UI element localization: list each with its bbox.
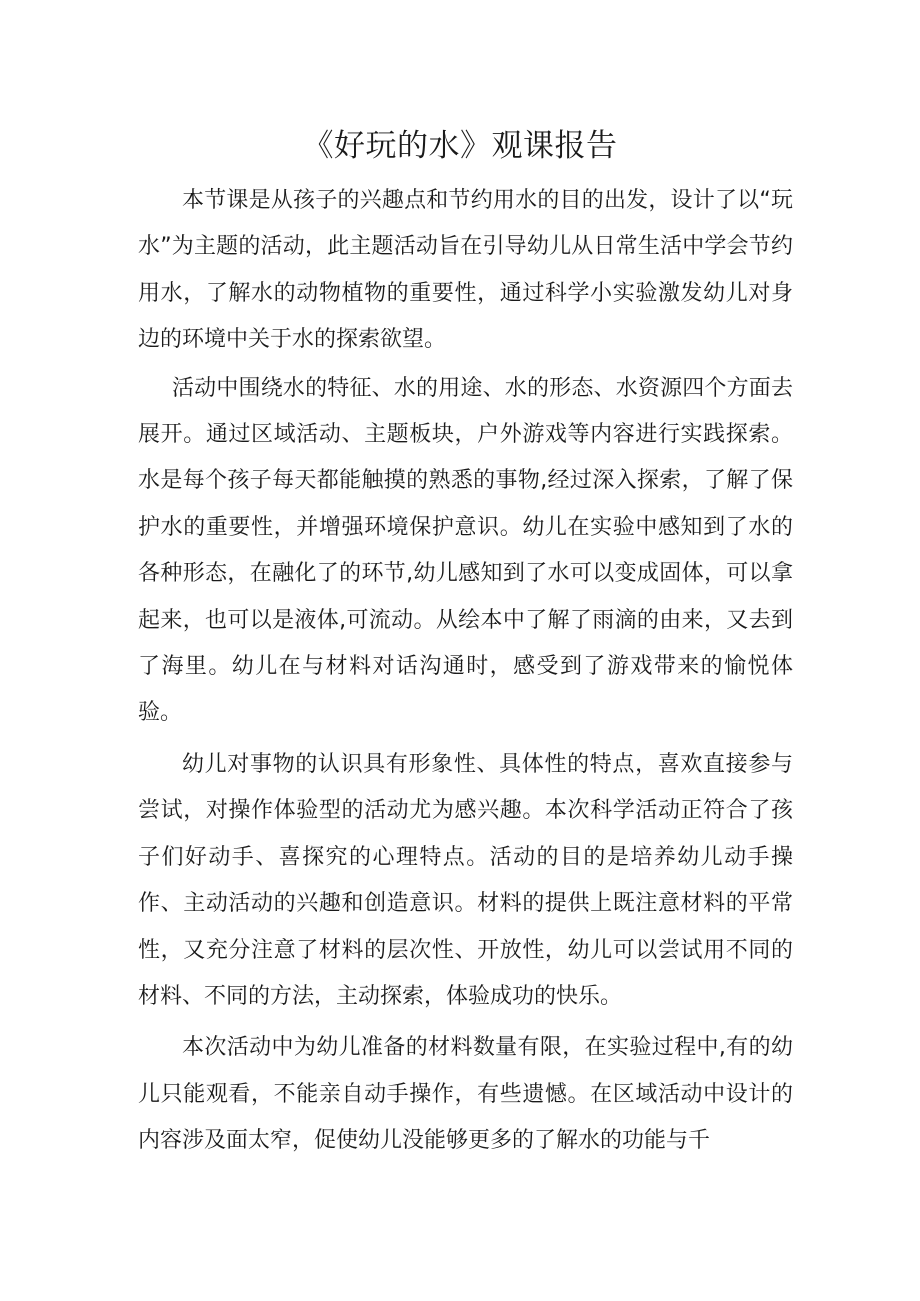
document-title: 《好玩的水》观课报告 [302,128,618,164]
document-body [138,178,793,1165]
paragraph-3: 幼儿对事物的认识具有形象性、具体性的特点，喜欢直接参与尝试，对操作体验型的活动尤为感兴趣。本次科学活动正符合了孩子们好动手、喜探究的心理特点。活动的目的是培养幼儿动手操作、主动活动的兴趣和创造意识。材料的提供上既注意材料的平常性，又充分注意了材料的层次性、开放性，幼儿可以尝试用不同的材料、不同的方法，主动探索，体验成功的快乐。 [138,751,793,1009]
paragraph-1: 本节课是从孩子的兴趣点和节约用水的目的出发，设计了以“玩水”为主题的活动，此主题活动旨在引导幼儿从日常生活中学会节约用水，了解水的动物植物的重要性，通过科学小实验激发幼儿对身边的环境中关于水的探索欲望。 [138,188,793,353]
paragraph-2: 活动中围绕水的特征、水的用途、水的形态、水资源四个方面去展开。通过区域活动、主题板块，户外游戏等内容进行实践探索。水是每个孩子每天都能触摸的熟悉的事物,经过深入探索，了解了保护水的重要性，并增强环境保护意识。幼儿在实验中感知到了水的各种形态，在融化了的环节,幼儿感知到了水可以变成固体，可以拿起来，也可以是液体,可流动。从绘本中了解了雨滴的由来，又去到了海里。幼儿在与材料对话沟通时，感受到了游戏带来的愉悦体验。 [138,375,793,726]
paragraph-4: 本次活动中为幼儿准备的材料数量有限，在实验过程中,有的幼儿只能观看，不能亲自动手操作，有些遗憾。在区域活动中设计的内容涉及面太窄，促使幼儿没能够更多的了解水的功能与千 [138,1035,793,1154]
